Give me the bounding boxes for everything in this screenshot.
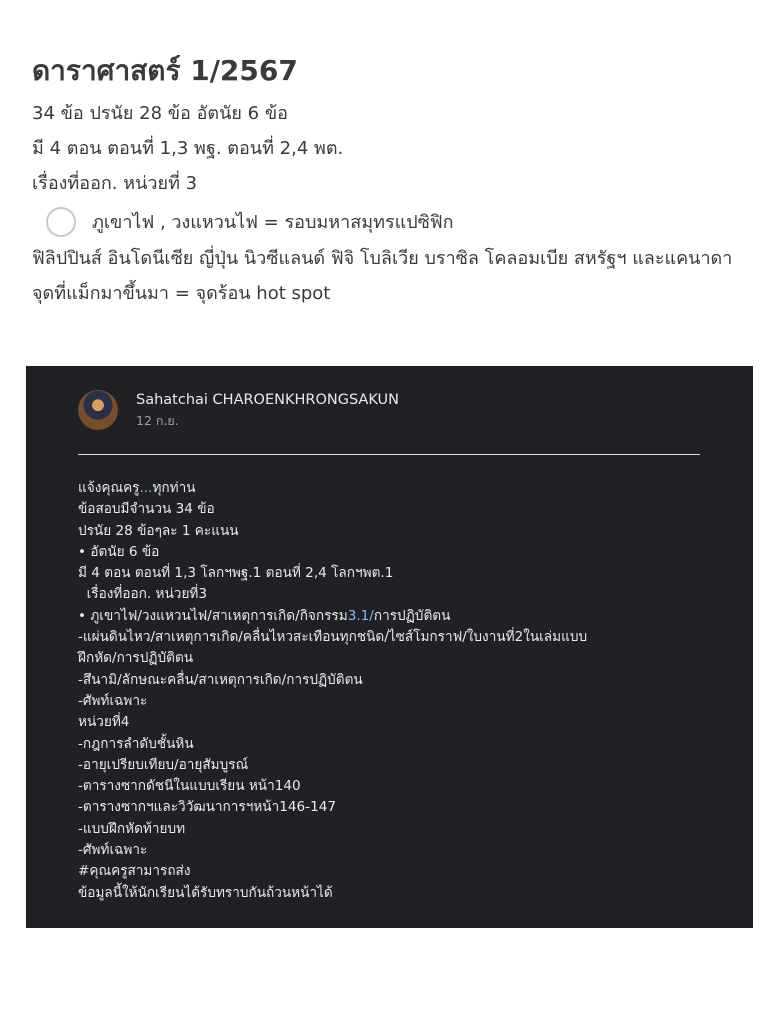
- post-line: -ศัพท์เฉพาะ: [78, 842, 148, 859]
- avatar: [78, 390, 118, 430]
- post-line: ข้อสอบมีจำนวน 34 ข้อ: [78, 501, 215, 518]
- embedded-post-screenshot: [26, 366, 753, 928]
- note-line-hotspot: จุดที่แม็กมาขึ้นมา = จุดร้อน hot spot: [32, 283, 331, 304]
- post-line: ฝึกหัด/การปฏิบัติตน: [78, 650, 194, 667]
- post-line: -กฎการลำดับชั้นหิน: [78, 735, 194, 752]
- post-line: -แผ่นดินไหว/สาเหตุการเกิด/คลื่นไหวสะเทือนทุกชนิด/ไซส์โมกราฟ/ใบงานที่2ในเล่มแบบ: [78, 629, 588, 646]
- note-line-countries: ฟิลิปปินส์ อินโดนีเซีย ญี่ปุ่น นิวซีแลนด์ ฟิจิ โบลิเวีย บราซิล โคลอมเบีย สหรัฐฯ และแคนาดา: [32, 248, 733, 269]
- checklist-row: [46, 203, 742, 241]
- post-line: แจ้งคุณครู...ทุกท่าน: [78, 480, 196, 496]
- note-line-sections: มี 4 ตอน ตอนที่ 1,3 พฐ. ตอนที่ 2,4 พต.: [32, 138, 344, 159]
- post-divider: [78, 454, 700, 455]
- post-line: #คุณครูสามารถส่ง: [78, 863, 191, 880]
- post-line: เรื่องที่ออก. หน่วยที่3: [78, 586, 208, 603]
- post-line: ปรนัย 28 ข้อๆละ 1 คะแนน: [78, 522, 239, 539]
- post-header: [78, 390, 399, 430]
- note-line-topic: เรื่องที่ออก. หน่วยที่ 3: [32, 173, 198, 194]
- post-line: ข้อมูลนี้ให้นักเรียนได้รับทราบกันถ้วนหน้าได้: [78, 884, 333, 901]
- post-line: • อัตนัย 6 ข้อ: [78, 543, 160, 560]
- post-line: -ตารางซากดัชนีในแบบเรียน หน้า140: [78, 778, 301, 795]
- post-author: Sahatchai CHAROENKHRONGSAKUN: [136, 392, 399, 408]
- post-line: • ภูเขาไฟ/วงแหวนไฟ/สาเหตุการเกิด/กิจกรรม3.1/การปฏิบัติตน: [78, 607, 451, 624]
- post-line: -อายุเปรียบเทียบ/อายุสัมบูรณ์: [78, 756, 249, 773]
- note-content: [32, 48, 742, 311]
- note-line-question-count: 34 ข้อ ปรนัย 28 ข้อ อัตนัย 6 ข้อ: [32, 103, 288, 124]
- post-date: 12 ก.ย.: [136, 413, 179, 428]
- checklist-circle-checkbox[interactable]: [46, 207, 76, 237]
- post-line: หน่วยที่4: [78, 714, 130, 731]
- post-line: มี 4 ตอน ตอนที่ 1,3 โลกฯพฐ.1 ตอนที่ 2,4 โลกฯพต.1: [78, 565, 394, 582]
- checklist-item-text[interactable]: ภูเขาไฟ , วงแหวนไฟ = รอบมหาสมุทรแปซิฟิก: [92, 211, 454, 233]
- post-line: -แบบฝึกหัดท้ายบท: [78, 820, 186, 837]
- post-body: [78, 478, 708, 904]
- post-line: -สึนามิ/ลักษณะคลื่น/สาเหตุการเกิด/การปฏิบัติตน: [78, 671, 363, 688]
- post-line: -ศัพท์เฉพาะ: [78, 692, 148, 709]
- post-line: -ตารางซากฯและวิวัฒนาการฯหน้า146-147: [78, 799, 337, 816]
- note-title: ดาราศาสตร์ 1/2567: [32, 54, 298, 87]
